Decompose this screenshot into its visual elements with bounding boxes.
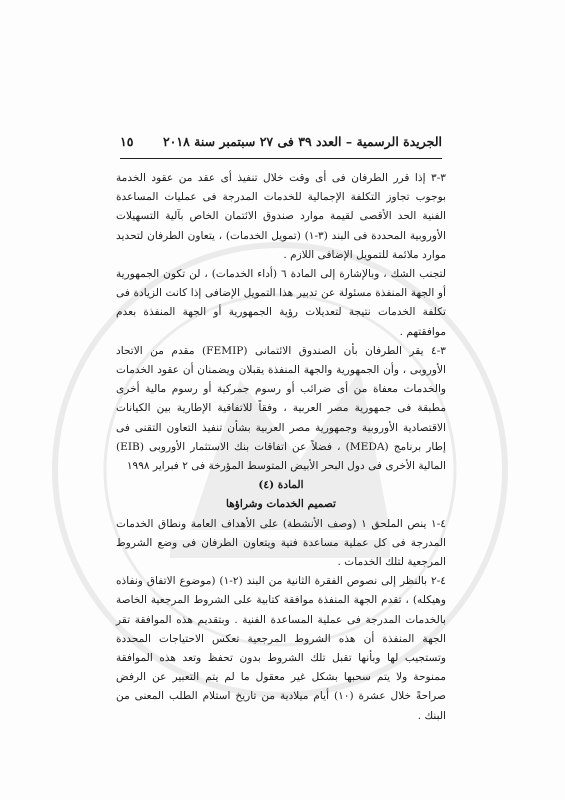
article-4-heading: المادة (٤) [258, 479, 304, 492]
paragraph-4-1: ٤-١ ينص الملحق ١ (وصف الأنشطة) على الأهداف العامة ونطاق الخدمات المدرجة فى كل عملية مساعدة فنية ويتعاون الطرفان فى وضع الشروط المرجعية لتلك الخدمات . [116, 517, 446, 569]
header-divider [120, 158, 442, 159]
header-title: الجريدة الرسمية – العدد ٣٩ فى ٢٧ سبتمبر سنة ٢٠١٨ [162, 134, 442, 149]
article-4-subtitle: تصميم الخدمات وشراؤها [225, 498, 337, 511]
paragraph-clarification: لتجنب الشك ، وبالإشارة إلى المادة ٦ (أداء الخدمات) ، لن تكون الجمهورية أو الجهة المنفذة مسئولة عن تدبير هذا التمويل الإضافى إذا كانت الزيادة فى تكلفة الخدمات نتيجة لتعديلات رؤية الجمهورية أو الجهة المنفذة بعدم موافقتهم . [116, 268, 447, 338]
page-header [120, 134, 442, 156]
paragraph-3-3: ٣-٣ إذا قرر الطرفان فى أى وقت خلال تنفيذ أى عقد من عقود الخدمة بوجوب تجاوز التكلفة الإجمالية للخدمات المدرجة فى عمليات المساعدة الفنية الحد الأقصى لقيمة موارد صندوق الائتمان الخاص بآلية التسهيلات الأوروبية المحددة فى البند (٣-١) (تمويل الخدمات) ، يتعاون الطرفان لتحديد موارد ملائمة للتمويل الإضافى اللازم . [116, 172, 446, 261]
paragraph-3-4: ٣-٤ يقر الطرفان بأن الصندوق الائتمانى (FEMIP) مقدم من الاتحاد الأوروبى ، وأن الجمهورية والجهة المنفذة يقبلان ويضمنان أن عقود الخدمات والخدمات معفاة من أى ضرائب أو رسوم جمركية أو رسوم مالية أخرى مطبقة فى جمهورية مصر العربية ، وفقاً للاتفاقية الإطارية بين الكيانات الاقتصادية الأوروبية وجمهورية مصر العربية بشأن تنفيذ التعاون التقنى فى إطار برنامج (MEDA) ، فضلاً عن اتفاقات بنك الاستثمار الأوروبى (EIB) المالية الأخرى فى دول البحر الأبيض المتوسط المؤرخة فى ٢ فبراير ١٩٩٨ [116, 344, 446, 473]
document-body [116, 169, 446, 726]
page-number: ١٥ [120, 134, 134, 149]
paragraph-4-2: ٤-٢ بالنظر إلى نصوص الفقرة الثانية من البند (٢-١) (موضوع الاتفاق ونفاذه وهيكله) ، تقدم الجهة المنفذة موافقة كتابية على الشروط المرجعية الخاصة بالخدمات المدرجة فى عملية المساعدة الفنية . وبتقديم هذه الموافقة تقر الجهة المنفذة أن هذه الشروط المرجعية تعكس الاحتياجات المحددة وتستجيب لها وبأنها تقبل تلك الشروط بدون تحفظ وتعد هذه الموافقة ممنوحة ولا يتم سحبها بشكل غير معقول ما لم يتم التعبير عن الرفض صراحةً خلال عشرة (١٠) أيام ميلادية من تاريخ استلام الطلب المعنى من البنك . [116, 575, 446, 722]
